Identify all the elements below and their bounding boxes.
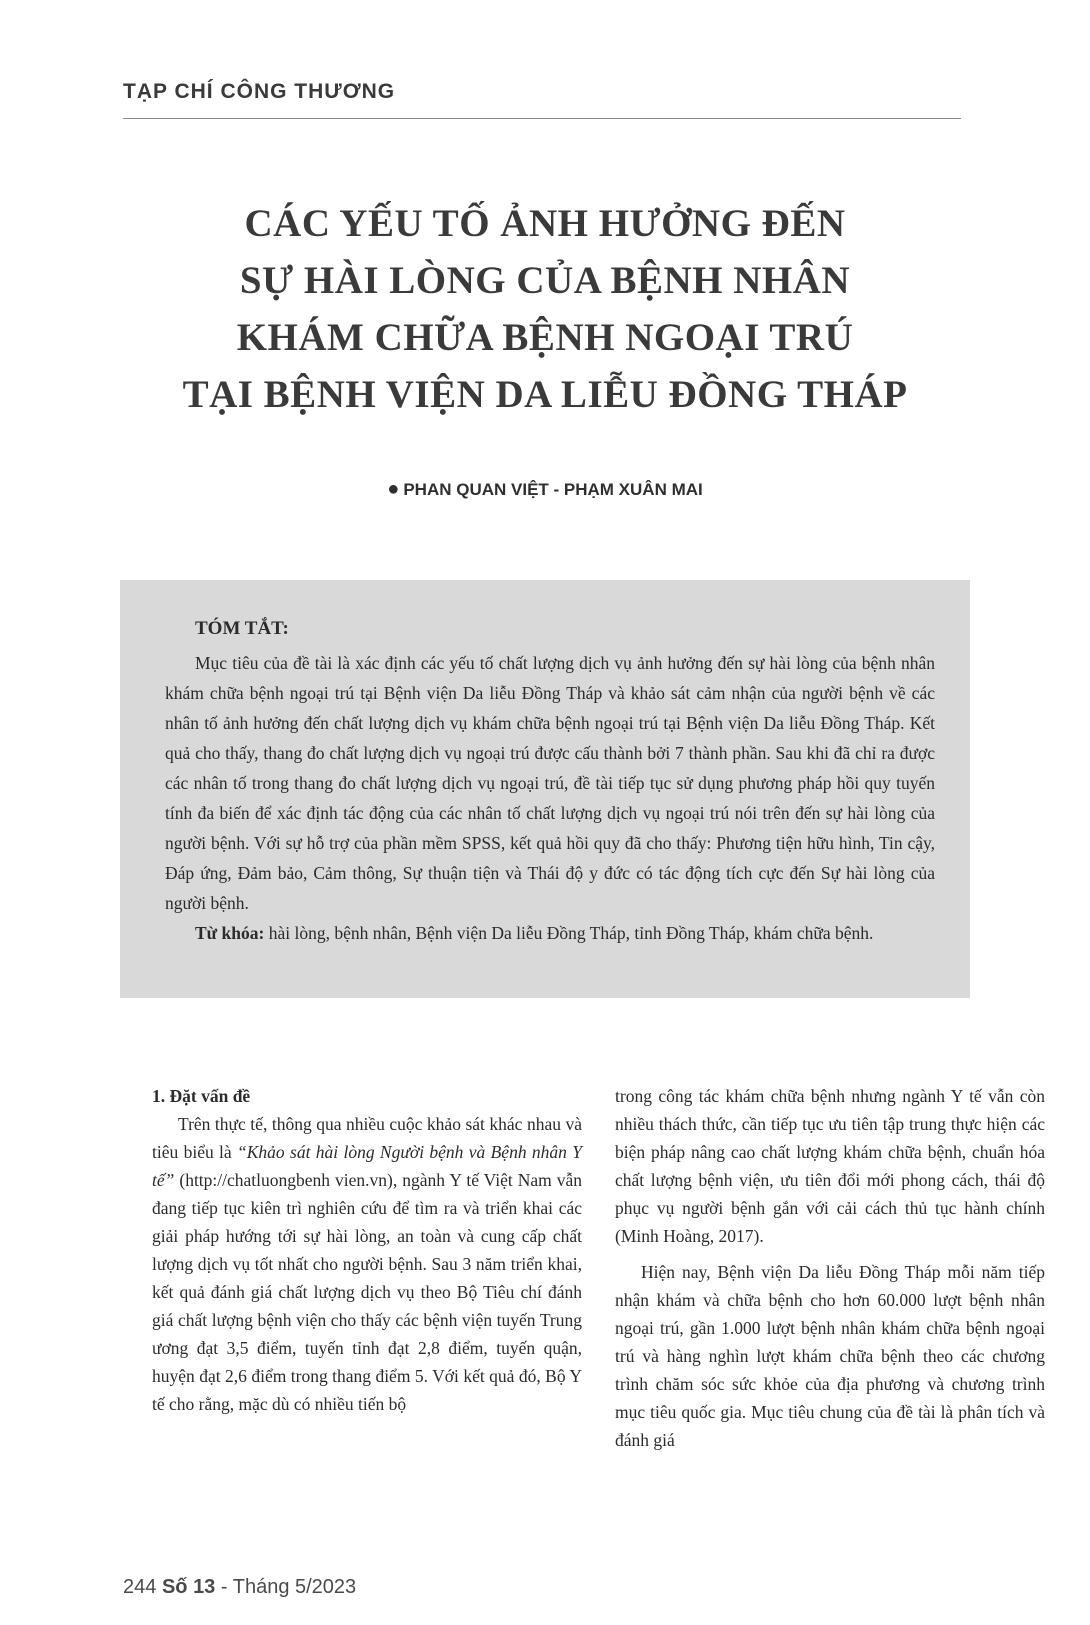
abstract-text	[165, 648, 935, 948]
title-line: SỰ HÀI LÒNG CỦA BỆNH NHÂN	[239, 259, 851, 302]
journal-header: TẠP CHÍ CÔNG THƯƠNG	[123, 80, 396, 103]
author-line	[0, 478, 1090, 501]
bullet-icon: ●	[387, 478, 400, 500]
header-divider	[123, 118, 961, 119]
paragraph: Hiện nay, Bệnh viện Da liễu Đồng Tháp mỗi năm tiếp nhận khám và chữa bệnh cho hơn 60.000 lượt bệnh nhân ngoại trú, gần 1.000 lượt bệnh nhân khám chữa bệnh ngoại trú và hàng nghìn lượt khám chữa bệnh theo các chương trình chăm sóc sức khỏe của địa phương và chương trình mục tiêu quốc gia. Mục tiêu chung của đề tài là phân tích và đánh giá	[615, 1262, 1045, 1450]
left-column	[152, 1082, 582, 1418]
issue-label: Số	[161, 1576, 188, 1598]
right-column	[615, 1082, 1045, 1454]
title-line: CÁC YẾU TỐ ẢNH HƯỞNG ĐẾN	[244, 202, 846, 245]
paragraph: trong công tác khám chữa bệnh nhưng ngành Y tế vẫn còn nhiều thách thức, cần tiếp tục ưu tiên tập trung thực hiện các biện pháp nâng cao chất lượng khám chữa bệnh, chuẩn hóa chất lượng bệnh viện, ưu tiên đổi mới phong cách, thái độ phục vụ người bệnh gắn với cải cách thủ tục hành chính (Minh Hoàng, 2017).	[615, 1086, 1045, 1246]
section-heading: 1. Đặt vấn đề	[152, 1086, 251, 1106]
keywords-label: Từ khóa:	[195, 923, 265, 943]
keywords: hài lòng, bệnh nhân, Bệnh viện Da liễu Đồng Tháp, tỉnh Đồng Tháp, khám chữa bệnh.	[268, 923, 874, 943]
issue-date: - Tháng 5/2023	[220, 1576, 357, 1598]
paragraph-text: (http://chatluongbenh vien.vn), ngành Y tế Việt Nam vẫn đang tiếp tục kiên trì nghiên cứu để tìm ra và triển khai các giải pháp hướng tới sự hài lòng, an toàn và cung cấp chất lượng dịch vụ tốt nhất cho người bệnh. Sau 3 năm triển khai, kết quả đánh giá chất lượng dịch vụ theo Bộ Tiêu chí đánh giá chất lượng bệnh viện cho thấy các bệnh viện tuyến Trung ương đạt 3,5 điểm, tuyến tỉnh đạt 2,8 điểm, tuyến quận, huyện đạt 2,6 điểm trong thang điểm 5. Với kết quả đó, Bộ Y tế cho rằng, mặc dù có nhiều tiến bộ	[152, 1170, 582, 1414]
title-line: KHÁM CHỮA BỆNH NGOẠI TRÚ	[236, 316, 854, 359]
page-footer	[123, 1576, 356, 1599]
article-title	[0, 195, 1090, 423]
paragraph-text: Trên thực tế, thông qua nhiều cuộc khảo sát khác nhau và tiêu biểu là	[152, 1114, 582, 1162]
survey-title: “Khảo sát hài lòng Người bệnh và Bệnh nhân Y tế”	[152, 1142, 582, 1190]
abstract-heading: TÓM TẮT:	[195, 618, 289, 639]
paragraph	[152, 1110, 582, 1418]
abstract-body: Mục tiêu của đề tài là xác định các yếu tố chất lượng dịch vụ ảnh hưởng đến sự hài lòng của bệnh nhân khám chữa bệnh ngoại trú tại Bệnh viện Da liễu Đồng Tháp và khảo sát cảm nhận của người bệnh về các nhân tố ảnh hưởng đến chất lượng dịch vụ khám chữa bệnh ngoại trú tại Bệnh viện Da liễu Đồng Tháp. Kết quả cho thấy, thang đo chất lượng dịch vụ ngoại trú được cấu thành bởi 7 thành phần. Sau khi đã chỉ ra được các nhân tố trong thang đo chất lượng dịch vụ ngoại trú, đề tài tiếp tục sử dụng phương pháp hồi quy tuyến tính đa biến để xác định tác động của các nhân tố chất lượng dịch vụ ngoại trú nói trên đến sự hài lòng của người bệnh. Với sự hỗ trợ của phần mềm SPSS, kết quả hồi quy đã cho thấy: Phương tiện hữu hình, Tin cậy, Đáp ứng, Đảm bảo, Cảm thông, Sự thuận tiện và Thái độ y đức có tác động tích cực đến Sự hài lòng của người bệnh.	[165, 653, 935, 913]
page-number: 244	[123, 1576, 157, 1598]
issue-number: 13	[193, 1576, 216, 1598]
title-line: TẠI BỆNH VIỆN DA LIỄU ĐỒNG THÁP	[182, 373, 908, 416]
authors: PHAN QUAN VIỆT - PHẠM XUÂN MAI	[403, 480, 703, 499]
